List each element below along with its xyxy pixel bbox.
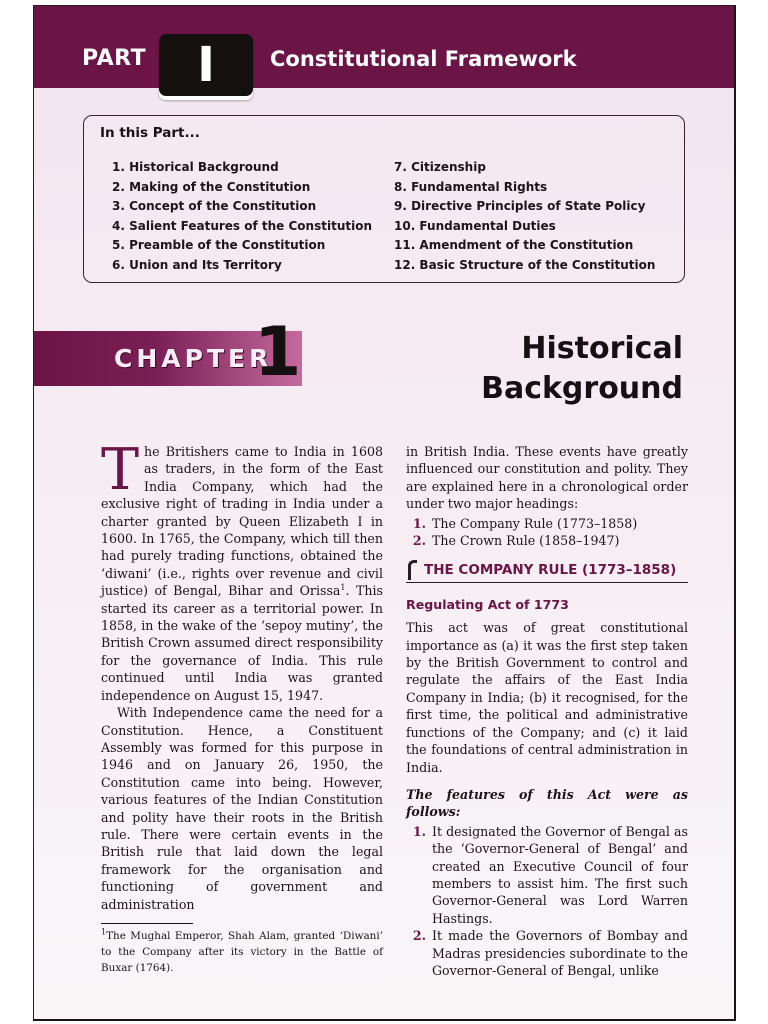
chapter-title-line2: Background [481, 371, 683, 406]
list-item: 1. It designated the Governor of Bengal as the ‘Governor-General of Bengal’ and created an Executive Council of four members to assist him. The first such Governor-General was Lord Warren Hastings. [412, 823, 688, 926]
part-number: I [197, 37, 215, 93]
continuation-paragraph: in British India. These events have greatly influenced our constitution and polity. They are explained here in a chronological order under two major headings: [406, 444, 688, 512]
footnote-number: 1 [101, 927, 107, 937]
contents-item: 6. Union and Its Territory [112, 257, 282, 272]
contents-item: 5. Preamble of the Constitution [112, 238, 326, 252]
list-item: 2. It made the Governors of Bombay and Madras presidencies subordinate to the Governor-General of Bengal, unlike [412, 928, 688, 978]
subheading: Regulating Act of 1773 [406, 596, 569, 612]
contents-item: 10. Fundamental Duties [394, 218, 556, 233]
list-item: 2. The Crown Rule (1858–1947) [412, 533, 620, 549]
contents-item: 9. Directive Principles of State Policy [394, 199, 646, 213]
contents-item: 2. Making of the Constitution [112, 179, 311, 194]
contents-item: 3. Concept of the Constitution [112, 199, 317, 213]
chapter-number: 1 [254, 313, 302, 392]
contents-item: 1. Historical Background [112, 160, 279, 174]
major-headings-list [406, 515, 688, 550]
contents-item: 11. Amendment of the Constitution [394, 238, 634, 252]
footnote-ref: 1 [340, 583, 346, 593]
right-text-column [406, 443, 688, 979]
contents-list-right [394, 158, 655, 275]
contents-item: 8. Fundamental Rights [394, 179, 548, 194]
section-heading: THE COMPANY RULE (1773–1858) [406, 562, 688, 582]
regulating-act-paragraph: This act was of great constitutional importance as (a) it was the first step taken by the British Government to control and regulate the affairs of the East India Company in India; (b) it recognised, for the first time, the political and administrative functions of the Company; and (c) it laid the foundations of central administration in India. [406, 620, 688, 775]
part-number-box [159, 34, 253, 96]
features-list [406, 823, 688, 980]
contents-item: 4. Salient Features of the Constitution [112, 218, 372, 233]
chapter-title [481, 329, 683, 409]
contents-item: 12. Basic Structure of the Constitution [394, 257, 656, 272]
list-item: 1. The Company Rule (1773–1858) [412, 515, 638, 531]
chapter-title-line1: Historical [521, 331, 683, 366]
contents-heading: In this Part... [100, 125, 200, 141]
drop-cap: T [101, 437, 140, 503]
independence-paragraph: With Independence came the need for a Constitution. Hence, a Constituent Assembly was formed for this purpose in 1946 and on January 26, 1950, the Constitution came into being. However, various features of the Indian Constitution and polity have their roots in the British rule. There were certain events in the British rule that laid down the legal framework for the organisation and functioning of government and administration [101, 705, 383, 912]
footnote: $^1$The Mughal Emperor, Shah Alam, granted ‘Diwani’ to the Company after its victory in the Battle of Buxar (1764). [101, 927, 383, 974]
footnote-rule [101, 923, 193, 924]
part-header-bar [34, 6, 736, 93]
part-title: Constitutional Framework [270, 47, 577, 71]
part-contents-box [83, 115, 685, 283]
contents-item: 7. Citizenship [394, 160, 486, 174]
contents-list-left [112, 158, 372, 275]
features-heading: The features of this Act were as follows: [406, 786, 688, 820]
left-text-column [101, 437, 383, 976]
intro-paragraph: The Britishers came to India in 1608 as traders, in the form of the East India Company, which had the exclusive right of trading in India under a charter granted by Queen Elizabeth I in 1600. In 1765, the Company, which till then had purely trading functions, obtained the ‘diwani’ (i.e., rights over revenue and civil justice) of Bengal, Bihar and Orissa$^1$. This started its career as a territorial power. In 1858, in the wake of the ‘sepoy mutiny’, the British Crown assumed direct responsibility for the governance of India. This rule continued until India was granted independence on August 15, 1947. [101, 437, 383, 703]
book-page [33, 5, 736, 1021]
chapter-word: CHAPTER [114, 344, 273, 373]
part-label: PART [82, 46, 147, 71]
section-marker-icon [408, 560, 417, 580]
